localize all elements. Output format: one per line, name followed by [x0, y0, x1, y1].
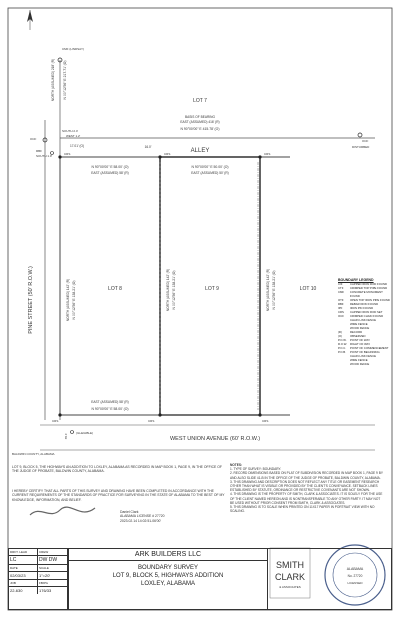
legend-code [338, 362, 348, 366]
legend-label: CHAIN LINK FENCE [350, 354, 376, 358]
notes-title: NOTES: [230, 463, 243, 467]
crs-label: CRS [264, 152, 271, 156]
legend-code: P.O.B. [338, 350, 346, 354]
surveyor-info [120, 510, 220, 523]
title-line3: LOXLEY, ALABAMA [141, 581, 195, 587]
crs-marker [58, 155, 61, 158]
draft-label: DRFT. LEAD [9, 549, 38, 556]
legend-code: OCF [338, 314, 344, 318]
cmf-lindsay-label: CMF (LINDSAY) [62, 47, 84, 51]
date-value: 02/03/23 [9, 572, 38, 580]
surveyor-date: 2023.02.14 14:02:51-06'00' [120, 518, 162, 523]
note-item: 2. RECORD DIMENSIONS BASED ON PLAT OF SUBDIVISION RECORDED IN MAP BOOK 1, PAGE 9 BY AND ALSO SLIDE 41-B IN THE OFFICE OF THE JUDGE OF PROBATE, BALDWIN COUNTY, ALABAMA. [230, 471, 383, 480]
legend-label: IRON PIN FOUND [350, 306, 374, 310]
alley-label: ALLEY [190, 148, 210, 154]
crs-label: CRS [164, 152, 171, 156]
crs-marker [158, 413, 161, 416]
legend-label: WIRE FENCE [350, 358, 368, 362]
note-item: 1. TYPE OF SURVEY: BOUNDARY. [230, 467, 282, 472]
legend-label: RIGHT OF WAY [350, 342, 371, 346]
legend-label: POINT OF COMMENCEMENT [350, 346, 389, 350]
legend-label: RECORD [350, 330, 363, 334]
lot10-label: LOT 10 [299, 286, 317, 292]
legend-label: CAPPED IRON ROD FOUND [350, 282, 387, 286]
south-line-record: EAST (ASSUMED) 58' (R) [91, 400, 129, 404]
rbf-label: RBF [36, 149, 42, 153]
legend-code: RBF [338, 302, 344, 306]
surveyor-license: ALABAMA LICENSE # 27720 [120, 514, 165, 519]
legend-label: CRIMPED CHAIN FOUND [350, 314, 384, 318]
title-block-project [68, 548, 268, 610]
certification-text: I HEREBY CERTIFY THAT ALL PARTS OF THIS SURVEY AND DRAWING HAVE BEEN COMPLETED IN ACCORDANCE WITH THE CURRENT REQUIREMENTS OF THE STANDARDS OF PRACTICE FOR SURVEYING IN THE STATE OF ALABAMA TO THE BEST OF MY KNOWLEDGE, INFORMATION, AND BELIEF. [12, 489, 225, 502]
fb-value: 176/33 [39, 588, 52, 593]
illegible-label: (ILLEGIBLE) [76, 431, 94, 435]
fb-label: FB/PG [38, 580, 67, 587]
legend-label: WIRE FENCE [350, 322, 368, 326]
note-item: 5. THIS DRAWING IS TO SCALE WHEN PRINTED ON 11X17 PAPER IN PORTRAIT VIEW WITH NO SCALING. [230, 505, 375, 514]
ocf-left-label: OCF [30, 137, 37, 141]
scale-value: 1"=20' [38, 572, 67, 580]
legend-code: OTF [338, 298, 344, 302]
legal-description: LOT 9, BLOCK 5, THE HIGHWAYS AN ADDITION TO LOXLEY, ALABAMA AS RECORDED IN MAP BOOK 1, PAGE 9, IN THE OFFICE OF THE JUDGE OF PROBATE, BALDWIN COUNTY, ALABAMA. [12, 465, 222, 474]
south-24-label: SOUTH 2.4' [62, 129, 79, 133]
legend-code: IPF [338, 306, 343, 310]
basis-line2: EAST (ASSUMED) 416' (R) [180, 120, 220, 124]
title-block-info [8, 548, 68, 610]
illegible-marker [71, 431, 74, 434]
crs-label: CRS [262, 419, 269, 423]
baldwin-county-label: BALDWIN COUNTY, ALABAMA [12, 452, 55, 456]
draft-value: LC [9, 556, 38, 565]
notes-block [230, 463, 385, 513]
legend-item [338, 362, 393, 366]
crs-label: CRS [52, 419, 59, 423]
svg-text:LICENSED: LICENSED [347, 581, 363, 585]
legend-label: OPEN TOP IRON PIPE FOUND [350, 298, 390, 302]
legend-code: P.O.C. [338, 346, 347, 350]
alley-width: 16.0' [144, 145, 152, 149]
svg-text:CLARK: CLARK [274, 572, 306, 582]
notes-list [230, 467, 385, 513]
note-item: 4. THIS DRAWING IS THE PROPERTY OF SMITH, CLARK & ASSOCIATES. IT IS SOLELY FOR THE USE OF THE CLIENT NAMED HEREON AND IS NONTRANSFERABLE TO ANY OTHER PARTY. IT MAY NOT BE USED WITHOUT PRIOR CONSENT FROM SMITH, CLARK & ASSOCIATES. [230, 492, 383, 505]
note-item: 3. THIS DRAWING AND DESCRIPTION DOES NOT REFLECT ANY TITLE OR EASEMENT RESEARCH OTHER THAN WHAT IS VISIBLE OR PROVIDED BY THE CLIENT'S CONVEYANCE. SETBACK LINES ESTABLISHED BY STATUTE, ORDINANCE OR RESTRICTIVE COVENANTS ARE NOT SHOWN. [230, 479, 380, 493]
disturbed-label: DISTURBED [352, 145, 370, 149]
surveyor-signature [30, 507, 95, 515]
legend-code: CTF [338, 286, 344, 290]
legend-label: WOOD FENCE [350, 326, 370, 330]
west-vertical-measured: N 00°12'56" E 138.21' (O) [72, 280, 76, 320]
legend-label: OBSERVED [350, 334, 366, 338]
legend-code: R.O.W. [338, 342, 348, 346]
legend-code: P.O.W. [338, 338, 347, 342]
north-line-measured: N 90°00'00" E 58.00' (O) [91, 165, 129, 169]
legend-label: CONCRETE MONUMENT FOUND [349, 290, 383, 298]
date-label: DATE [9, 565, 38, 572]
lot9-label: LOT 9 [205, 286, 219, 292]
west-vertical-record: NORTH (ASSUMED) 142' (R) [66, 278, 70, 322]
svg-text:SMITH: SMITH [276, 560, 304, 570]
boundary-legend [338, 278, 393, 366]
north-line-record: EAST (ASSUMED) 58' (R) [91, 171, 129, 175]
crs-marker [58, 413, 61, 416]
crs-marker [258, 413, 261, 416]
legend-label: CHAIN LINK FENCE [350, 318, 376, 322]
legend-code: (O) [338, 334, 343, 338]
legend-item [338, 290, 393, 298]
legend-label: CAPPED IRON ROD SET [350, 310, 383, 314]
crew-label: CREW [38, 549, 67, 556]
legend-label: POINT OF BEGINNING [350, 350, 380, 354]
east-vertical-record: NORTH (ASSUMED) 142' (R) [266, 268, 270, 312]
crs-label: CRS [64, 152, 71, 156]
upper-vertical-measured: N 00°12'56" E 217.71' (O) [63, 60, 67, 100]
legend-title: BOUNDARY LEGEND [338, 278, 374, 282]
legend-code: CMF [338, 290, 345, 294]
title-line2: LOT 9, BLOCK 5, HIGHWAYS ADDITION [112, 573, 224, 579]
west-union-avenue-label: WEST UNION AVENUE (60' R.O.W.) [169, 436, 261, 442]
lot9-north-record: EAST (ASSUMED) 50' (R) [191, 171, 229, 175]
surveyor-name: Daniel Clark [120, 510, 139, 514]
svg-text:No. 27720: No. 27720 [347, 574, 363, 578]
crs-marker [158, 155, 161, 158]
ocf-monument-right [358, 133, 362, 137]
legend-label: WOOD FENCE [350, 362, 370, 366]
client-name: ARK BUILDERS LLC [69, 549, 267, 561]
legend-label: REBAR IRON FOUND [350, 302, 379, 306]
legend-list [338, 282, 393, 366]
legend-code: CIF [338, 282, 343, 286]
lot8-label: LOT 8 [108, 286, 122, 292]
south-10-label: SOUTH 1.0' [36, 154, 53, 158]
north-arrow [27, 10, 33, 30]
lot7-label: LOT 7 [193, 98, 207, 104]
job-label: JOB [9, 580, 38, 587]
pine-street-label: PINE STREET (50' R.O.W.) [28, 266, 34, 334]
west-12-label: WEST 1.2' [66, 134, 81, 138]
job-value: 22-630 [9, 587, 38, 594]
legend-code: CRS [338, 310, 344, 314]
basis-line3: N 90°00'00" E 415.78' (O) [180, 127, 220, 131]
ocf-right-label: OCF [362, 139, 369, 143]
legend-label: POINT OF WAY [350, 338, 370, 342]
legend-code: (R) [338, 330, 342, 334]
crs-label: CRS [148, 419, 155, 423]
east-vertical-measured: N 00°12'56" E 138.21' (O) [272, 270, 276, 310]
upper-vertical-record: NORTH (ASSUMED) 218' (R) [51, 58, 55, 102]
svg-text:& ASSOCIATES: & ASSOCIATES [279, 585, 301, 589]
dist-1701-label: 17.01' (O) [70, 144, 85, 148]
crew-value: DW DW [38, 556, 67, 565]
lot9-vertical-record: NORTH (ASSUMED) 142' (R) [166, 268, 170, 312]
svg-text:ALABAMA: ALABAMA [346, 567, 364, 571]
dist-651-label: 65.1' [64, 432, 68, 440]
lot9-north-measured: N 90°00'00" E 50.00' (O) [191, 165, 229, 169]
crs-marker [258, 155, 261, 158]
basis-line1: BASIS OF BEARING [185, 115, 215, 119]
legend-label: CRIMPED TOP PIPE FOUND [350, 286, 388, 290]
lot9-vertical-measured: N 00°12'56" E 138.21' (O) [172, 270, 176, 310]
south-line-measured: N 90°00'00" E 58.00' (O) [91, 407, 129, 411]
scale-label: SCALE [38, 565, 67, 572]
title-line1: BOUNDARY SURVEY [137, 565, 199, 571]
